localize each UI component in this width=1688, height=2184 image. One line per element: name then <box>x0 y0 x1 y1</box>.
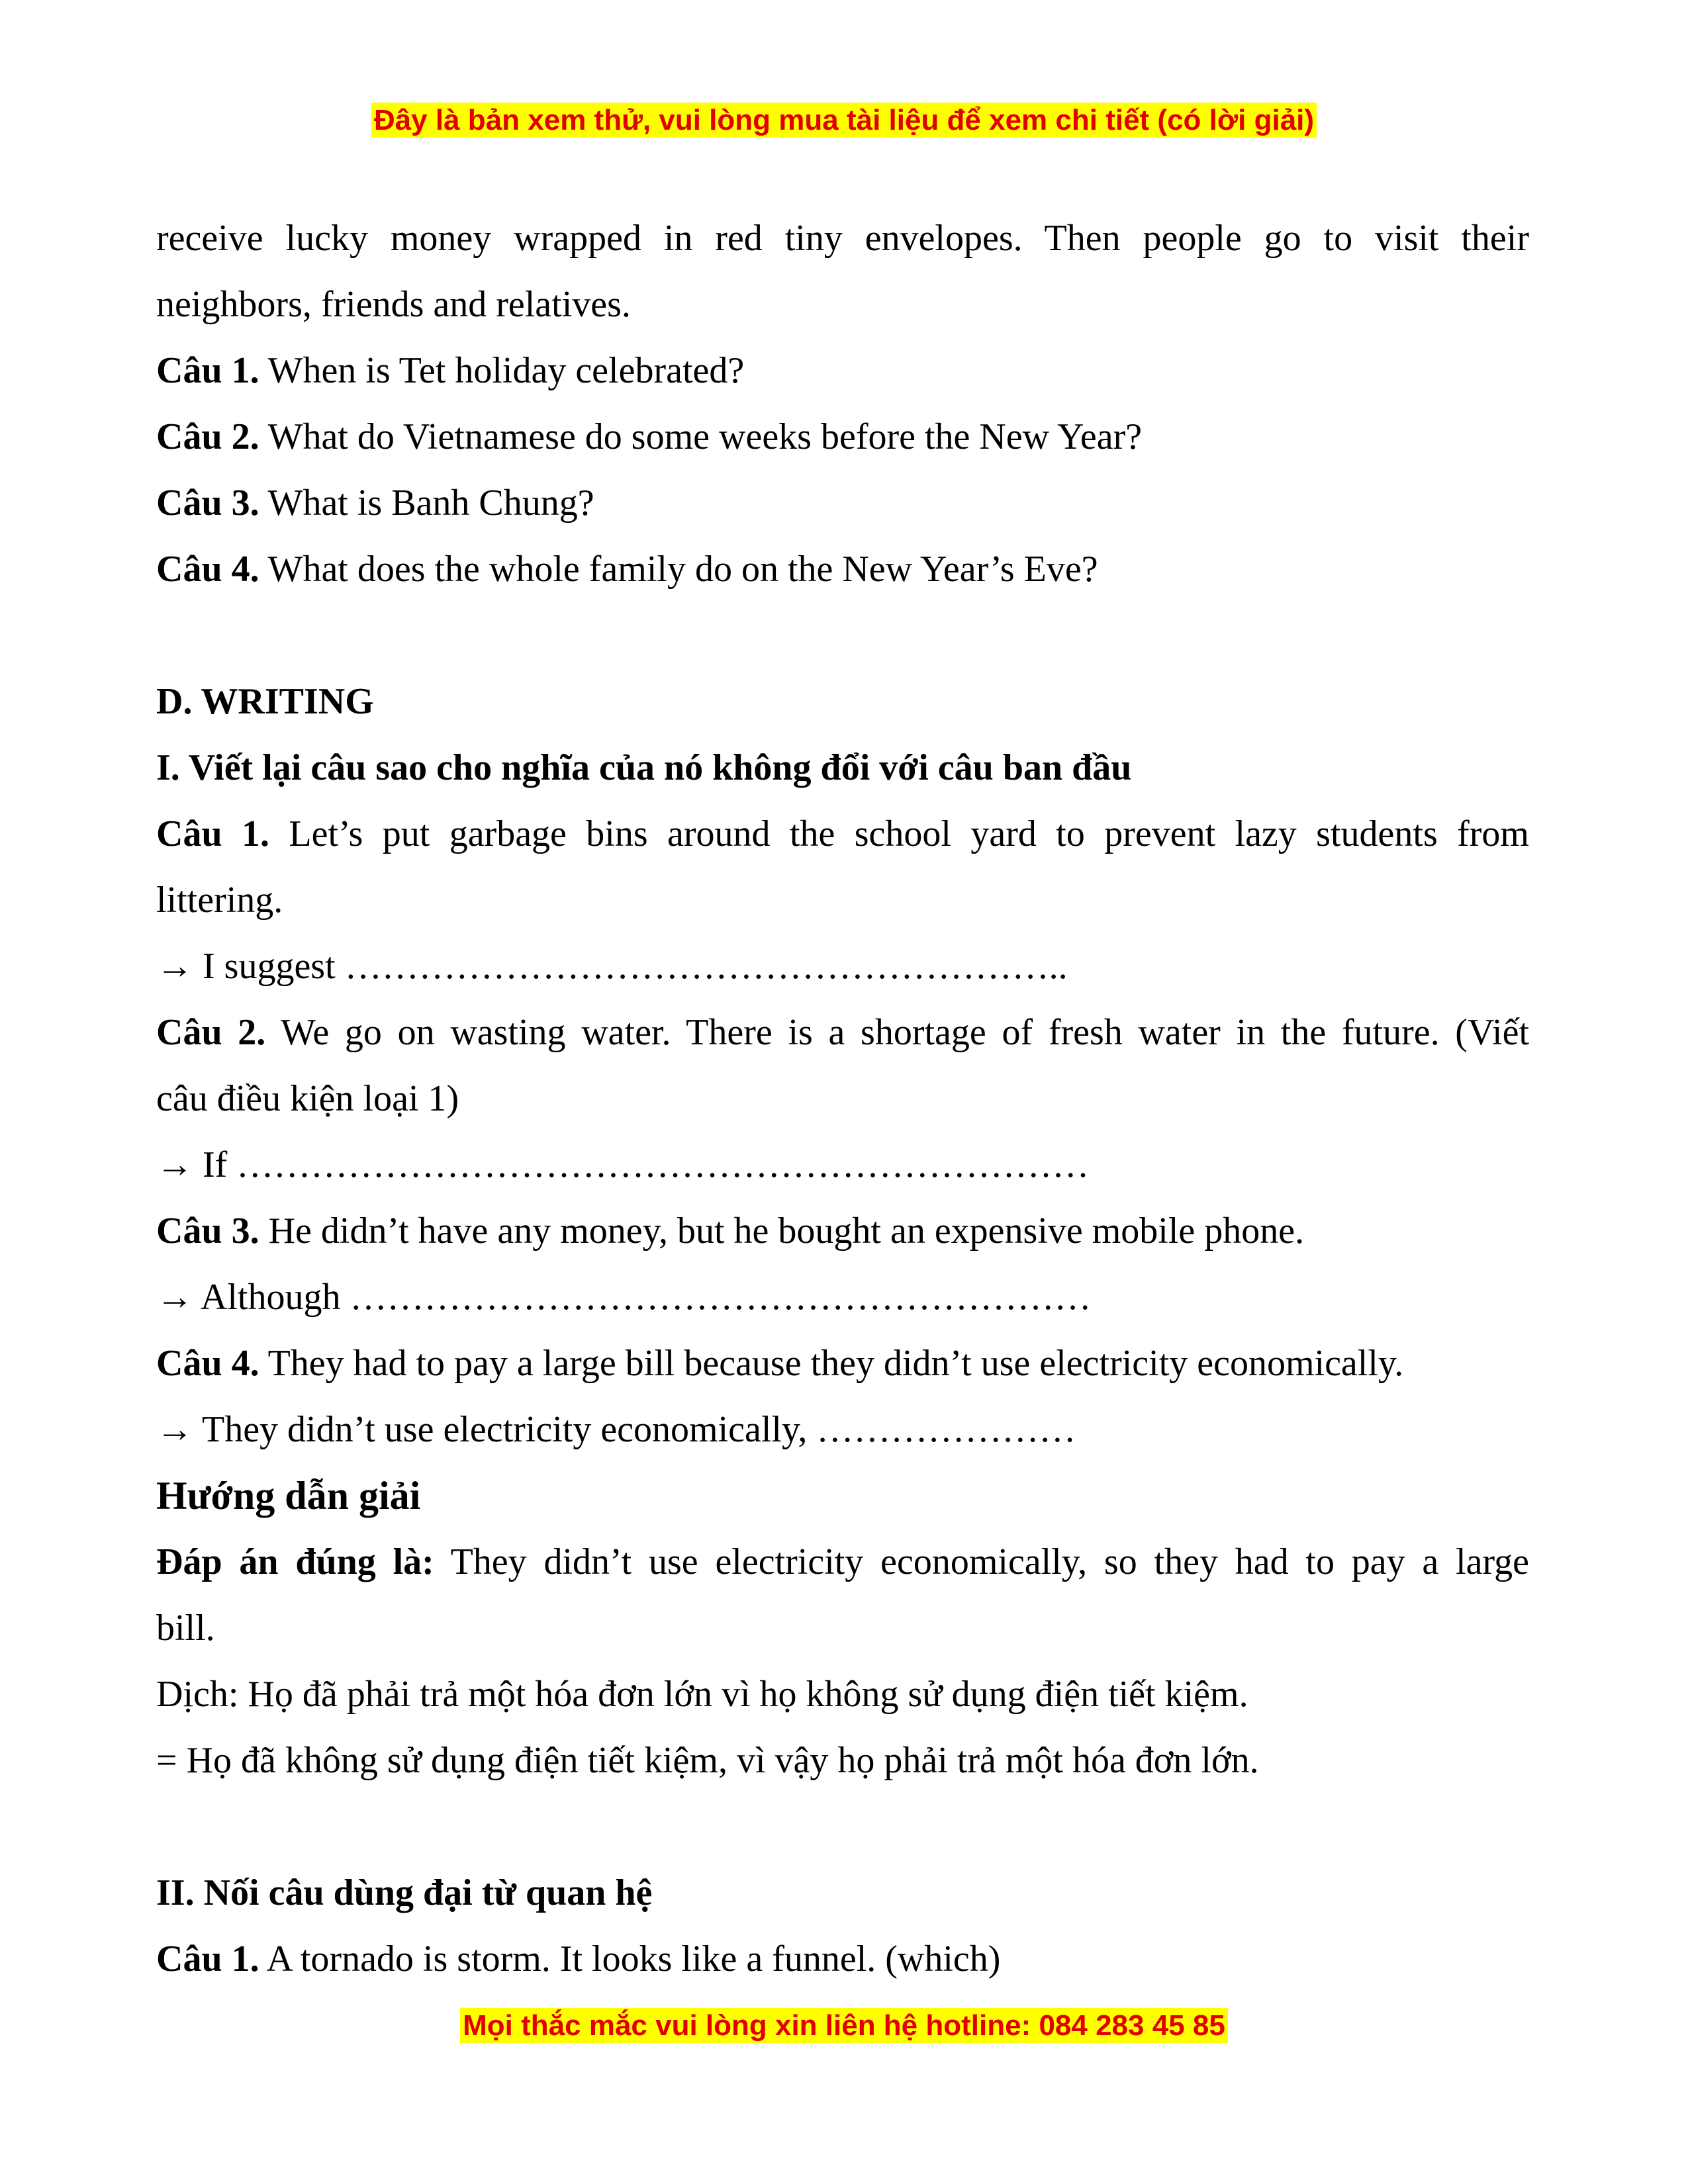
exercise-question <box>156 801 1529 867</box>
question-text: What is Banh Chung? <box>259 482 594 523</box>
question-text: Let’s put garbage bins around the school yard to prevent lazy students from <box>269 813 1529 854</box>
question-text: A tornado is storm. It looks like a funnel. (which) <box>259 1938 1001 1979</box>
question-text: We go on wasting water. There is a shortage of fresh water in the future. (Viết <box>265 1012 1530 1053</box>
question-number: Câu 1. <box>156 813 269 854</box>
exercise-question <box>156 999 1529 1066</box>
question-number: Câu 2. <box>156 416 259 457</box>
question-number: Câu 1. <box>156 350 259 391</box>
question-number: Câu 4. <box>156 1343 259 1384</box>
equivalent-sentence: = Họ đã không sử dụng điện tiết kiệm, vì vậy họ phải trả một hóa đơn lớn. <box>156 1740 1259 1781</box>
correct-answer-continuation: bill. <box>156 1608 215 1649</box>
reading-question <box>156 536 1529 602</box>
answer-blank: → They didn’t use electricity economically, ………………… <box>156 1409 1076 1450</box>
part-title-rewrite: I. Viết lại câu sao cho nghĩa của nó không đổi với câu ban đầu <box>156 747 1132 788</box>
passage-line: receive lucky money wrapped in red tiny envelopes. Then people go to visit their <box>156 218 1529 259</box>
part-title-relative-pronouns: II. Nối câu dùng đại từ quan hệ <box>156 1872 653 1913</box>
solution-guide-title: Hướng dẫn giải <box>156 1474 421 1518</box>
answer-blank: → If …………………………………………………………… <box>156 1144 1090 1185</box>
section-title-writing: D. WRITING <box>156 681 374 722</box>
question-number: Câu 3. <box>156 1210 259 1251</box>
passage-line: neighbors, friends and relatives. <box>156 284 631 325</box>
correct-answer-text: They didn’t use electricity economically, so they had to pay a large <box>434 1541 1529 1582</box>
question-number: Câu 2. <box>156 1012 266 1053</box>
answer-blank: → Although …………………………………………………… <box>156 1277 1092 1318</box>
question-text: They had to pay a large bill because they didn’t use electricity economically. <box>259 1343 1404 1384</box>
correct-answer-label: Đáp án đúng là: <box>156 1541 434 1582</box>
question-text: He didn’t have any money, but he bought an expensive mobile phone. <box>259 1210 1305 1251</box>
preview-notice-banner <box>0 101 1688 140</box>
question-number: Câu 1. <box>156 1938 259 1979</box>
translation: Dịch: Họ đã phải trả một hóa đơn lớn vì họ không sử dụng điện tiết kiệm. <box>156 1674 1248 1715</box>
correct-answer <box>156 1529 1529 1595</box>
exercise-question-continuation: littering. <box>156 880 283 921</box>
question-text: When is Tet holiday celebrated? <box>259 350 745 391</box>
spacer <box>156 1794 1529 1860</box>
exercise-question-continuation: câu điều kiện loại 1) <box>156 1078 459 1119</box>
reading-question <box>156 470 1529 536</box>
question-text: What does the whole family do on the New Year’s Eve? <box>259 549 1098 590</box>
document-body <box>156 205 1529 1992</box>
exercise-question <box>156 1926 1529 1992</box>
question-number: Câu 4. <box>156 549 259 590</box>
hotline-text: Mọi thắc mắc vui lòng xin liên hệ hotline: 084 283 45 85 <box>460 2008 1228 2043</box>
exercise-question <box>156 1330 1529 1396</box>
question-text: What do Vietnamese do some weeks before the New Year? <box>259 416 1143 457</box>
exercise-question <box>156 1198 1529 1264</box>
question-number: Câu 3. <box>156 482 259 523</box>
preview-notice-text: Đây là bản xem thử, vui lòng mua tài liệu để xem chi tiết (có lời giải) <box>371 103 1317 138</box>
spacer <box>156 602 1529 668</box>
reading-question <box>156 404 1529 470</box>
hotline-banner <box>0 2006 1688 2046</box>
reading-question <box>156 338 1529 404</box>
answer-blank: → I suggest ………………………………………………….. <box>156 946 1068 987</box>
